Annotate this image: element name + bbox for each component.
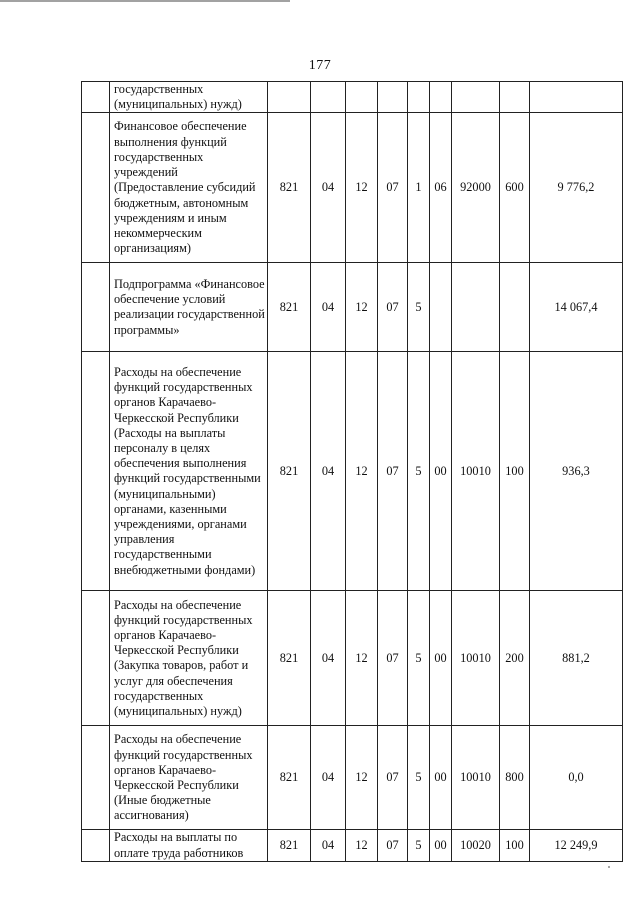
section-code-cell: 04 [311,113,346,263]
main-event-code-cell: 00 [430,726,452,830]
amount-cell [530,82,623,113]
main-event-code-cell [430,263,452,352]
ministry-code-cell: 821 [268,113,311,263]
direction-code-cell [452,82,500,113]
amount-cell: 12 249,9 [530,830,623,861]
description-cell: государственных (муниципальных) нужд) [110,82,268,113]
program-code-cell [378,82,408,113]
description-cell: Расходы на выплаты по оплате труда работников [110,830,268,861]
scan-speck [608,866,610,868]
amount-cell: 0,0 [530,726,623,830]
main-event-code-cell: 00 [430,352,452,591]
description-cell: Расходы на обеспечение функций государственных органов Карачаево-Черкесской Республики (Иные бюджетные ассигнования) [110,726,268,830]
row-number-cell [82,726,110,830]
table-row [82,263,623,352]
direction-code-cell: 10010 [452,591,500,726]
direction-code-cell: 10020 [452,830,500,861]
row-number-cell [82,263,110,352]
program-code-cell: 07 [378,263,408,352]
program-code-cell: 07 [378,726,408,830]
expense-type-code-cell [500,82,530,113]
ministry-code-cell: 821 [268,263,311,352]
subsection-code-cell: 12 [346,263,378,352]
scan-edge-artifact [0,0,290,2]
row-number-cell [82,830,110,861]
section-code-cell: 04 [311,726,346,830]
expense-type-code-cell: 200 [500,591,530,726]
section-code-cell: 04 [311,263,346,352]
amount-cell: 9 776,2 [530,113,623,263]
direction-code-cell: 92000 [452,113,500,263]
amount-cell: 881,2 [530,591,623,726]
row-number-cell [82,113,110,263]
subsection-code-cell [346,82,378,113]
subsection-code-cell: 12 [346,830,378,861]
row-number-cell [82,82,110,113]
subprogram-code-cell: 5 [408,726,430,830]
row-number-cell [82,352,110,591]
amount-cell: 14 067,4 [530,263,623,352]
ministry-code-cell: 821 [268,352,311,591]
table-row [82,352,623,591]
ministry-code-cell [268,82,311,113]
page-number: 177 [308,58,332,73]
program-code-cell: 07 [378,591,408,726]
subsection-code-cell: 12 [346,352,378,591]
expense-type-code-cell: 600 [500,113,530,263]
direction-code-cell [452,263,500,352]
direction-code-cell: 10010 [452,726,500,830]
main-event-code-cell [430,82,452,113]
table-row [82,82,623,113]
subprogram-code-cell: 5 [408,830,430,861]
subsection-code-cell: 12 [346,726,378,830]
ministry-code-cell: 821 [268,591,311,726]
main-event-code-cell: 06 [430,113,452,263]
subprogram-code-cell: 1 [408,113,430,263]
table-row [82,113,623,263]
table-row [82,591,623,726]
expense-type-code-cell: 800 [500,726,530,830]
subprogram-code-cell [408,82,430,113]
section-code-cell: 04 [311,352,346,591]
subsection-code-cell: 12 [346,113,378,263]
program-code-cell: 07 [378,113,408,263]
expense-type-code-cell: 100 [500,352,530,591]
description-cell: Финансовое обеспечение выполнения функций государственных учреждений (Предоставление субсидий бюджетным, автономным учреждениям и иным некоммерческим организациям) [110,113,268,263]
subprogram-code-cell: 5 [408,352,430,591]
subprogram-code-cell: 5 [408,591,430,726]
description-cell: Расходы на обеспечение функций государственных органов Карачаево-Черкесской Республики (Расходы на выплаты персоналу в целях обеспечения выполнения функций государственными (муниципальными) органами, казенными учреждениями, органами управления государственными внебюджетными фондами) [110,352,268,591]
ministry-code-cell: 821 [268,830,311,861]
section-code-cell [311,82,346,113]
subprogram-code-cell: 5 [408,263,430,352]
row-number-cell [82,591,110,726]
table-row [82,726,623,830]
description-cell: Подпрограмма «Финансовое обеспечение условий реализации государственной программы» [110,263,268,352]
expense-type-code-cell: 100 [500,830,530,861]
section-code-cell: 04 [311,591,346,726]
expense-type-code-cell [500,263,530,352]
description-cell: Расходы на обеспечение функций государственных органов Карачаево-Черкесской Республики (Закупка товаров, работ и услуг для обеспечения государственных (муниципальных) нужд) [110,591,268,726]
direction-code-cell: 10010 [452,352,500,591]
subsection-code-cell: 12 [346,591,378,726]
table-row [82,830,623,861]
main-event-code-cell: 00 [430,830,452,861]
budget-table [81,81,623,862]
ministry-code-cell: 821 [268,726,311,830]
amount-cell: 936,3 [530,352,623,591]
program-code-cell: 07 [378,830,408,861]
program-code-cell: 07 [378,352,408,591]
section-code-cell: 04 [311,830,346,861]
main-event-code-cell: 00 [430,591,452,726]
